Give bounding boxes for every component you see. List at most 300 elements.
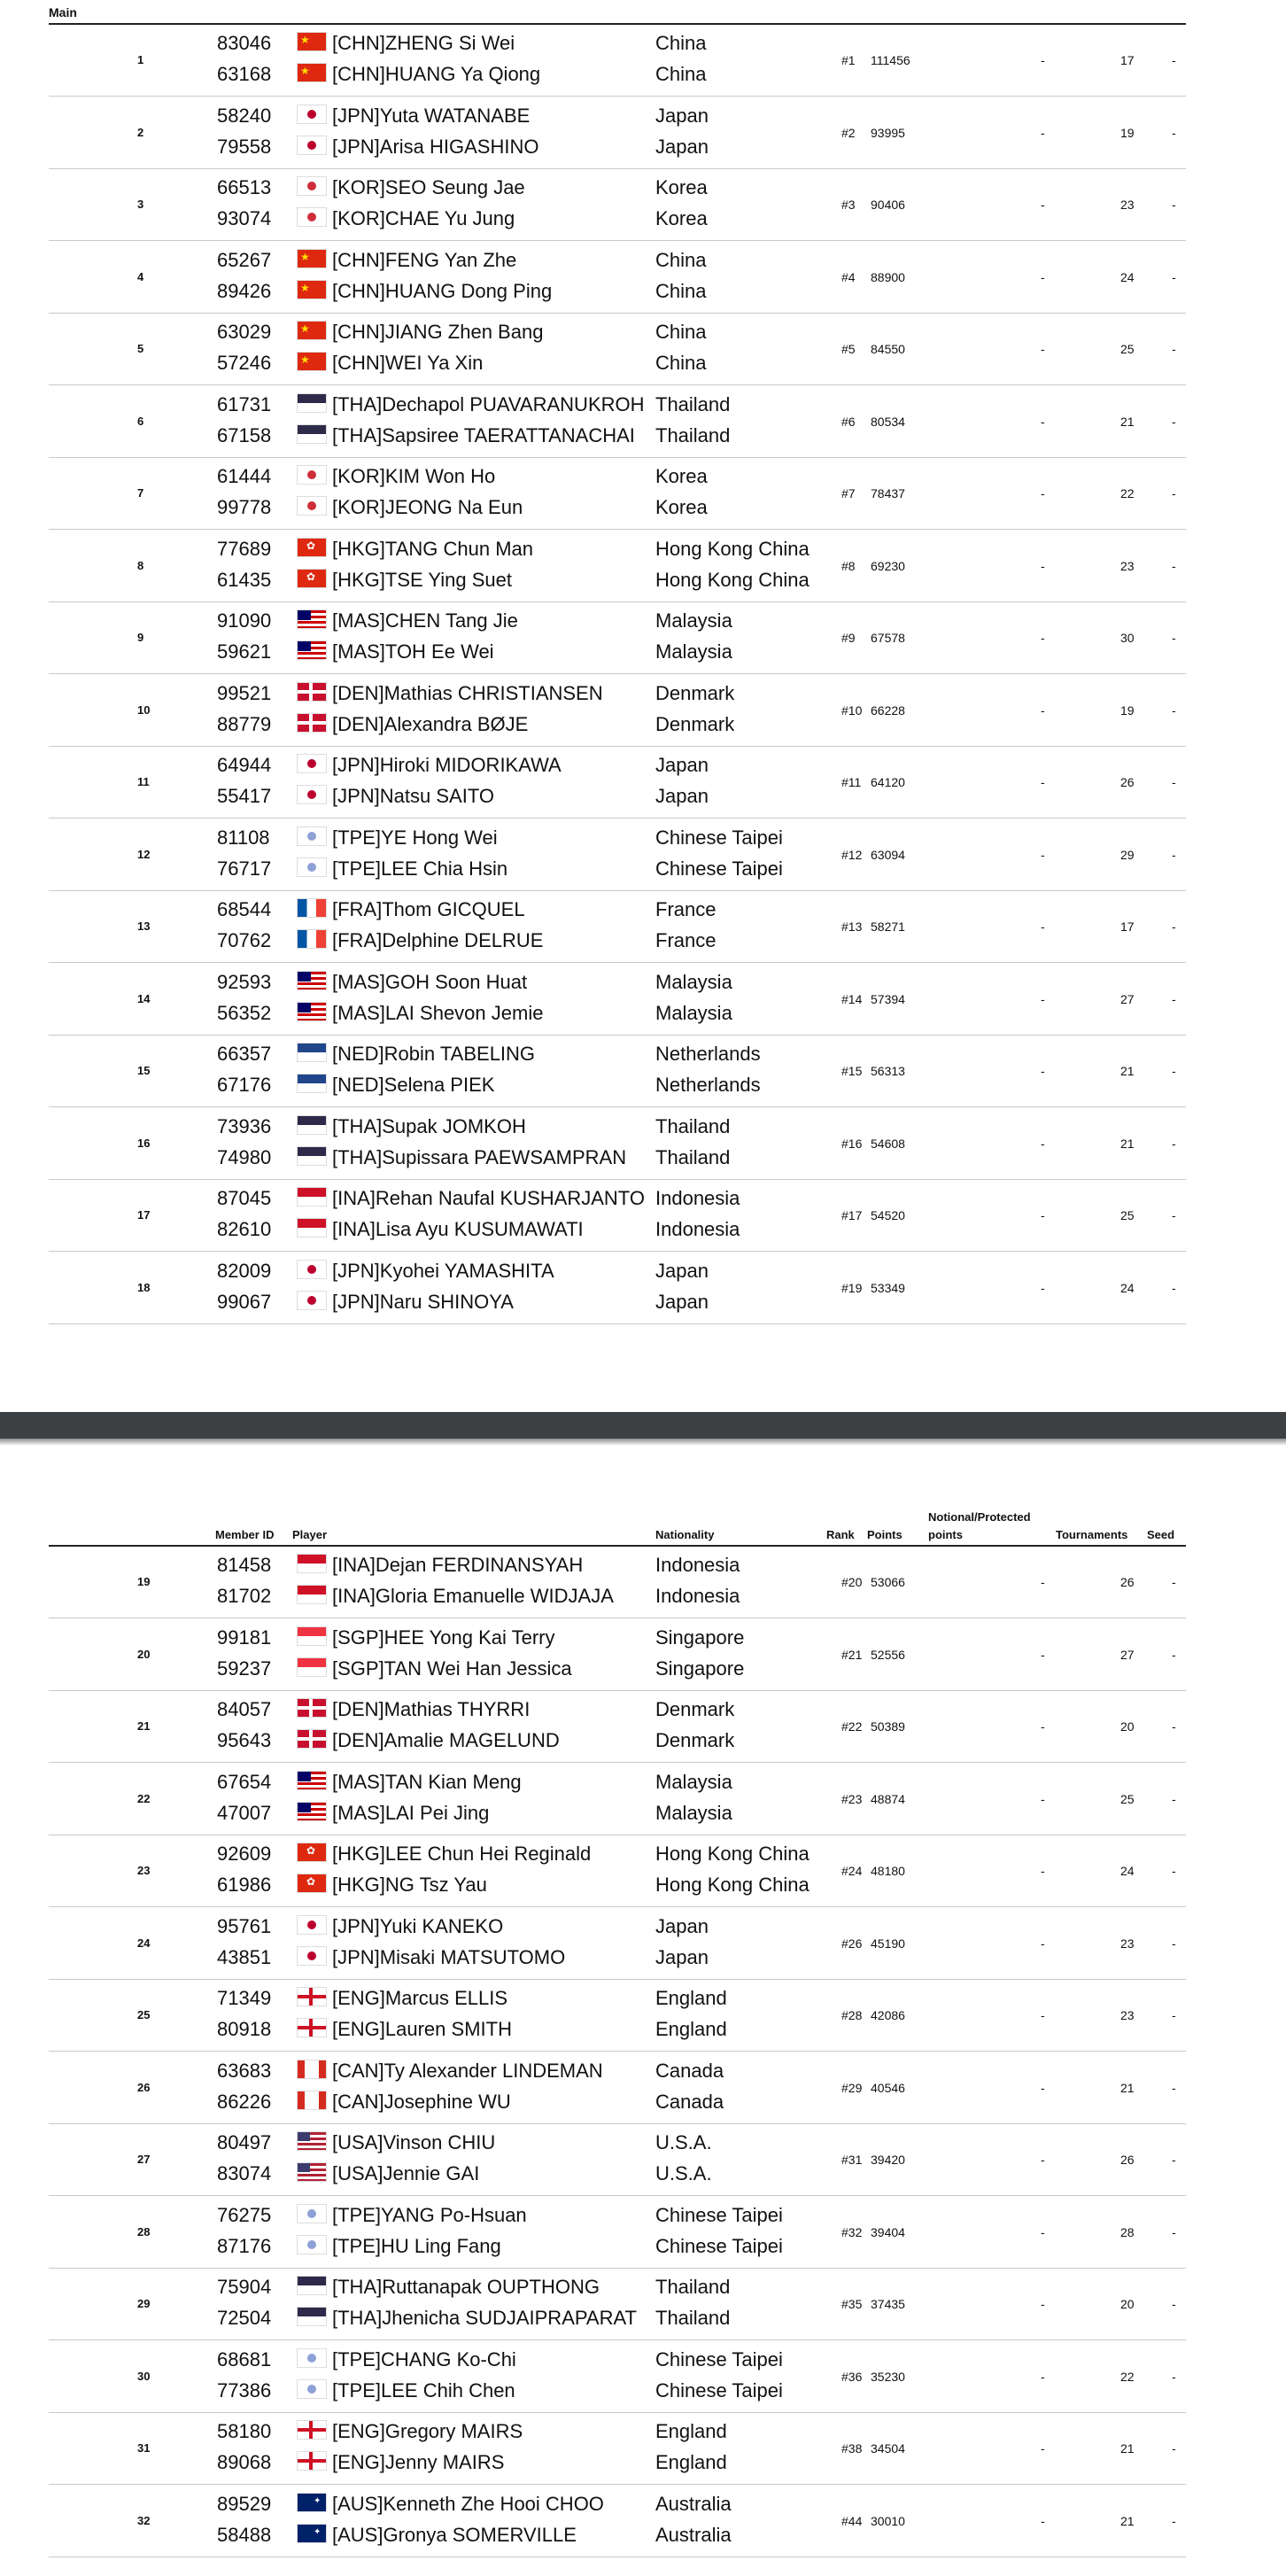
notional-points: - <box>1041 2080 1045 2095</box>
member-id: 59621 <box>217 640 272 663</box>
player-link[interactable]: [TPE]HU Ling Fang <box>332 2234 501 2257</box>
player-link[interactable]: [INA]Lisa Ayu KUSUMAWATI <box>332 1218 584 1240</box>
position-number: 4 <box>137 269 144 283</box>
nationality: Malaysia <box>655 970 732 993</box>
seed: - <box>1172 414 1176 429</box>
player-link[interactable]: [JPN]Arisa HIGASHINO <box>332 135 539 158</box>
points: 67578 <box>871 631 905 645</box>
points: 63094 <box>871 847 905 862</box>
flag-icon <box>297 640 327 660</box>
member-id: 89529 <box>217 2492 272 2515</box>
player-link[interactable]: [TPE]LEE Chia Hsin <box>332 857 508 880</box>
flag-icon <box>297 176 327 196</box>
rank: #26 <box>841 1936 863 1951</box>
flag-icon <box>297 105 327 124</box>
position-number: 13 <box>137 919 151 933</box>
notional-points: - <box>1041 53 1045 67</box>
player-link[interactable]: [THA]Sapsiree TAERATTANACHAI <box>332 423 635 446</box>
player-link[interactable]: [INA]Dejan FERDINANSYAH <box>332 1554 584 1576</box>
rank: #28 <box>841 2008 863 2022</box>
member-id: 66357 <box>217 1043 272 1065</box>
player-link[interactable]: [DEN]Mathias THYRRI <box>332 1698 531 1720</box>
points: 48874 <box>871 1791 905 1806</box>
nationality: Chinese Taipei <box>655 2378 783 2401</box>
flag-icon: ★ <box>297 32 327 51</box>
rank: #15 <box>841 1064 863 1078</box>
flag-icon <box>297 2379 327 2399</box>
member-id: 77386 <box>217 2378 272 2401</box>
table-header <box>49 1506 1186 1547</box>
table-row <box>49 386 1186 458</box>
nationality: Korea <box>655 465 708 487</box>
member-id: 99067 <box>217 1290 272 1313</box>
member-id: 73936 <box>217 1114 272 1137</box>
player-link[interactable]: [JPN]Yuki KANEKO <box>332 1914 504 1937</box>
player-link[interactable]: [DEN]Alexandra BØJE <box>332 712 529 735</box>
rank: #17 <box>841 1208 863 1222</box>
tournaments: 26 <box>1120 775 1135 789</box>
nationality: Chinese Taipei <box>655 2234 783 2257</box>
rank: #8 <box>841 558 856 573</box>
nationality: Japan <box>655 754 709 776</box>
player-link[interactable]: [KOR]JEONG Na Eun <box>332 496 523 518</box>
rank: #3 <box>841 198 856 212</box>
flag-icon <box>297 2060 327 2079</box>
player-link[interactable]: [MAS]GOH Soon Huat <box>332 970 528 993</box>
rank: #24 <box>841 1864 863 1878</box>
header-member-id[interactable]: Member ID <box>215 1528 275 1541</box>
table-row <box>49 2124 1186 2196</box>
points: 34504 <box>871 2441 905 2456</box>
notional-points: - <box>1041 2224 1045 2239</box>
flag-icon: ✿ <box>297 1874 327 1893</box>
flag-icon <box>297 929 327 949</box>
player-link[interactable]: [HKG]TSE Ying Suet <box>332 568 512 591</box>
notional-points: - <box>1041 919 1045 934</box>
nationality: Chinese Taipei <box>655 826 783 849</box>
player-link[interactable]: [CHN]FENG Yan Zhe <box>332 248 517 271</box>
player-link[interactable]: [TPE]CHANG Ko-Chi <box>332 2347 516 2370</box>
seed: - <box>1172 2441 1176 2456</box>
player-link[interactable]: [KOR]CHAE Yu Jung <box>332 207 515 229</box>
rank: #32 <box>841 2224 863 2239</box>
player-link[interactable]: [NED]Robin TABELING <box>332 1043 536 1065</box>
player-link[interactable]: [TPE]YANG Po-Hsuan <box>332 2203 527 2226</box>
flag-icon <box>297 1043 327 1062</box>
table-row <box>49 964 1186 1036</box>
seed: - <box>1172 1575 1176 1589</box>
rank: #36 <box>841 2369 863 2384</box>
player-link[interactable]: [CAN]Josephine WU <box>332 2090 511 2113</box>
notional-points: - <box>1041 414 1045 429</box>
flag-icon <box>297 136 327 155</box>
nationality: China <box>655 63 707 85</box>
tournaments: 28 <box>1120 2224 1135 2239</box>
player-link[interactable]: [JPN]Hiroki MIDORIKAWA <box>332 754 562 776</box>
position-number: 1 <box>137 53 144 66</box>
points: 30010 <box>871 2513 905 2528</box>
player-link[interactable]: [ENG]Marcus ELLIS <box>332 1987 508 2009</box>
member-id: 47007 <box>217 1801 272 1824</box>
player-link[interactable]: [JPN]Naru SHINOYA <box>332 1290 514 1313</box>
seed: - <box>1172 2224 1176 2239</box>
position-number: 15 <box>137 1064 151 1077</box>
page-separator <box>0 1412 1286 1439</box>
points: 53066 <box>871 1575 905 1589</box>
nationality: Chinese Taipei <box>655 2203 783 2226</box>
member-id: 77689 <box>217 537 272 560</box>
rank: #16 <box>841 1136 863 1151</box>
seed: - <box>1172 1647 1176 1662</box>
member-id: 89068 <box>217 2451 272 2473</box>
position-number: 29 <box>137 2297 151 2310</box>
position-number: 28 <box>137 2224 151 2238</box>
table-row <box>49 1980 1186 2052</box>
member-id: 58488 <box>217 2523 272 2546</box>
nationality: Denmark <box>655 681 735 704</box>
flag-icon: ✦ <box>297 2493 327 2512</box>
player-link[interactable]: [CHN]ZHENG Si Wei <box>332 32 515 54</box>
rank: #29 <box>841 2080 863 2095</box>
seed: - <box>1172 1791 1176 1806</box>
points: 58271 <box>871 919 905 934</box>
rank: #4 <box>841 269 856 284</box>
nationality: Netherlands <box>655 1043 761 1065</box>
position-number: 27 <box>137 2153 151 2166</box>
page-separator-shadow <box>0 1439 1286 1446</box>
notional-points: - <box>1041 1280 1045 1295</box>
table-row <box>49 1180 1186 1252</box>
rank: #38 <box>841 2441 863 2456</box>
points: 50389 <box>871 1719 905 1734</box>
rank: #9 <box>841 631 856 645</box>
header-rank[interactable]: Rank <box>826 1528 855 1541</box>
nationality: Japan <box>655 1290 709 1313</box>
seed: - <box>1172 1136 1176 1151</box>
player-link[interactable]: [ENG]Lauren SMITH <box>332 2018 512 2040</box>
nationality: England <box>655 2451 727 2473</box>
player-link[interactable]: [THA]Ruttanapak OUPTHONG <box>332 2276 600 2298</box>
tournaments: 21 <box>1120 2080 1135 2095</box>
header-points[interactable]: Points <box>867 1528 903 1541</box>
tournaments: 21 <box>1120 2513 1135 2528</box>
position-number: 6 <box>137 414 144 428</box>
nationality: China <box>655 279 707 302</box>
points: 111456 <box>871 53 910 67</box>
position-number: 12 <box>137 847 151 861</box>
player-link[interactable]: [MAS]LAI Pei Jing <box>332 1801 490 1824</box>
nationality: Indonesia <box>655 1218 740 1240</box>
nationality: Japan <box>655 135 709 158</box>
tournaments: 20 <box>1120 2297 1135 2311</box>
player-link[interactable]: [CHN]HUANG Ya Qiong <box>332 63 541 85</box>
member-id: 59237 <box>217 1657 272 1680</box>
flag-icon <box>297 713 327 733</box>
flag-icon <box>297 1291 327 1310</box>
player-link[interactable]: [KOR]SEO Seung Jae <box>332 176 525 198</box>
points: 39404 <box>871 2224 905 2239</box>
table-row <box>49 1908 1186 1980</box>
table-row <box>49 314 1186 385</box>
seed: - <box>1172 125 1176 140</box>
member-id: 81108 <box>217 826 270 849</box>
player-link[interactable]: [CHN]WEI Ya Xin <box>332 352 484 374</box>
points: 84550 <box>871 342 905 356</box>
tournaments: 27 <box>1120 1647 1135 1662</box>
player-link[interactable]: [HKG]LEE Chun Hei Reginald <box>332 1843 592 1865</box>
flag-icon <box>297 609 327 629</box>
points: 37435 <box>871 2297 905 2311</box>
member-id: 80497 <box>217 2131 272 2153</box>
tournaments: 17 <box>1120 919 1135 934</box>
seed: - <box>1172 1208 1176 1222</box>
member-id: 68544 <box>217 898 272 920</box>
player-link[interactable]: [THA]Supak JOMKOH <box>332 1114 526 1137</box>
nationality: Hong Kong China <box>655 568 810 591</box>
player-link[interactable]: [HKG]TANG Chun Man <box>332 537 533 560</box>
member-id: 70762 <box>217 929 272 951</box>
header-seed[interactable]: Seed <box>1147 1528 1175 1541</box>
rank: #13 <box>841 919 863 934</box>
rank: #12 <box>841 847 863 862</box>
points: 40546 <box>871 2080 905 2095</box>
flag-icon <box>297 857 327 877</box>
tournaments: 23 <box>1120 1936 1135 1951</box>
rank: #31 <box>841 2153 863 2167</box>
tournaments: 25 <box>1120 1208 1135 1222</box>
tournaments: 27 <box>1120 991 1135 1006</box>
notional-points: - <box>1041 486 1045 500</box>
player-link[interactable]: [JPN]Misaki MATSUTOMO <box>332 1945 566 1968</box>
nationality: France <box>655 898 717 920</box>
member-id: 92609 <box>217 1843 272 1865</box>
player-link[interactable]: [CHN]JIANG Zhen Bang <box>332 321 544 343</box>
flag-icon <box>297 1074 327 1093</box>
points: 78437 <box>871 486 905 500</box>
member-id: 89426 <box>217 279 272 302</box>
flag-icon <box>297 2307 327 2326</box>
flag-icon <box>297 1218 327 1238</box>
table-row <box>49 97 1186 169</box>
player-link[interactable]: [JPN]Kyohei YAMASHITA <box>332 1259 554 1282</box>
member-id: 75904 <box>217 2276 272 2298</box>
nationality: U.S.A. <box>655 2131 712 2153</box>
notional-points: - <box>1041 558 1045 573</box>
player-link[interactable]: [MAS]CHEN Tang Jie <box>332 609 518 632</box>
notional-points: - <box>1041 1864 1045 1878</box>
rank: #23 <box>841 1791 863 1806</box>
table-row <box>49 25 1186 97</box>
nationality: Denmark <box>655 712 735 735</box>
flag-icon: ★ <box>297 249 327 268</box>
nationality: Australia <box>655 2523 732 2546</box>
player-link[interactable]: [ENG]Gregory MAIRS <box>332 2420 523 2442</box>
header-notional-line2[interactable]: points <box>928 1528 963 1541</box>
member-id: 67654 <box>217 1770 272 1793</box>
nationality: Chinese Taipei <box>655 857 783 880</box>
member-id: 58240 <box>217 104 272 127</box>
nationality: Canada <box>655 2059 724 2082</box>
player-link[interactable]: [AUS]Gronya SOMERVILLE <box>332 2523 577 2546</box>
tournaments: 26 <box>1120 1575 1135 1589</box>
member-id: 87176 <box>217 2234 272 2257</box>
nationality: Korea <box>655 207 708 229</box>
player-link[interactable]: [THA]Jhenicha SUDJAIPRAPARAT <box>332 2307 637 2329</box>
rank: #44 <box>841 2513 863 2528</box>
seed: - <box>1172 342 1176 356</box>
seed: - <box>1172 2080 1176 2095</box>
member-id: 93074 <box>217 207 272 229</box>
notional-points: - <box>1041 1719 1045 1734</box>
nationality: Hong Kong China <box>655 1843 810 1865</box>
header-player[interactable]: Player <box>292 1528 328 1541</box>
nationality: Korea <box>655 496 708 518</box>
points: 54608 <box>871 1136 905 1151</box>
position-number: 16 <box>137 1136 151 1150</box>
table-row <box>49 747 1186 819</box>
player-link[interactable]: [SGP]TAN Wei Han Jessica <box>332 1657 572 1680</box>
player-link[interactable]: [DEN]Amalie MAGELUND <box>332 1729 560 1751</box>
member-id: 61986 <box>217 1874 272 1896</box>
player-link[interactable]: [MAS]TAN Kian Meng <box>332 1770 522 1793</box>
nationality: Japan <box>655 785 709 807</box>
position-number: 21 <box>137 1719 151 1733</box>
seed: - <box>1172 702 1176 718</box>
player-link[interactable]: [TPE]LEE Chih Chen <box>332 2378 515 2401</box>
nationality: Netherlands <box>655 1074 761 1096</box>
tournaments: 20 <box>1120 1719 1135 1734</box>
nationality: Denmark <box>655 1729 735 1751</box>
member-id: 95761 <box>217 1914 272 1937</box>
notional-points: - <box>1041 702 1045 718</box>
member-id: 64944 <box>217 754 272 776</box>
flag-icon <box>297 1626 327 1646</box>
nationality: Canada <box>655 2090 724 2113</box>
player-link[interactable]: [THA]Supissara PAEWSAMPRAN <box>332 1145 627 1168</box>
player-link[interactable]: [NED]Selena PIEK <box>332 1074 495 1096</box>
member-id: 83074 <box>217 2162 272 2184</box>
flag-icon <box>297 2276 327 2295</box>
points: 48180 <box>871 1864 905 1878</box>
flag-icon <box>297 785 327 804</box>
flag-icon: ✿ <box>297 569 327 588</box>
nationality: Malaysia <box>655 640 732 663</box>
flag-icon <box>297 2018 327 2037</box>
player-link[interactable]: [JPN]Natsu SAITO <box>332 785 494 807</box>
player-link[interactable]: [INA]Rehan Naufal KUSHARJANTO <box>332 1187 645 1209</box>
player-link[interactable]: [MAS]TOH Ee Wei <box>332 640 494 663</box>
table-row <box>49 1108 1186 1180</box>
nationality: U.S.A. <box>655 2162 712 2184</box>
player-link[interactable]: [JPN]Yuta WATANABE <box>332 104 531 127</box>
player-link[interactable]: [AUS]Kenneth Zhe Hooi CHOO <box>332 2492 604 2515</box>
seed: - <box>1172 2369 1176 2384</box>
player-link[interactable]: [SGP]HEE Yong Kai Terry <box>332 1626 555 1649</box>
points: 88900 <box>871 269 905 284</box>
flag-icon <box>297 1771 327 1790</box>
notional-points: - <box>1041 1791 1045 1806</box>
table-row <box>49 1835 1186 1907</box>
position-number: 10 <box>137 702 151 717</box>
position-number: 14 <box>137 991 151 1005</box>
nationality: Korea <box>655 176 708 198</box>
points: 54520 <box>871 1208 905 1222</box>
notional-points: - <box>1041 198 1045 212</box>
flag-icon <box>297 754 327 773</box>
rank: #10 <box>841 702 863 718</box>
seed: - <box>1172 847 1176 862</box>
points: 52556 <box>871 1647 905 1662</box>
section-label: Main <box>49 5 77 19</box>
nationality: Malaysia <box>655 609 732 632</box>
header-notional-line1[interactable]: Notional/Protected <box>928 1510 1031 1524</box>
seed: - <box>1172 1719 1176 1734</box>
table-row <box>49 2197 1186 2269</box>
player-link[interactable]: [DEN]Mathias CHRISTIANSEN <box>332 681 603 704</box>
player-link[interactable]: [CAN]Ty Alexander LINDEMAN <box>332 2059 603 2082</box>
header-tournaments[interactable]: Tournaments <box>1056 1528 1128 1541</box>
member-id: 82009 <box>217 1259 272 1282</box>
flag-icon <box>297 1802 327 1821</box>
flag-icon: ✦ <box>297 2524 327 2543</box>
table-row <box>49 2269 1186 2340</box>
nationality: Indonesia <box>655 1187 740 1209</box>
tournaments: 23 <box>1120 2008 1135 2022</box>
player-link[interactable]: [MAS]LAI Shevon Jemie <box>332 1001 544 1024</box>
notional-points: - <box>1041 1936 1045 1951</box>
member-id: 68681 <box>217 2347 272 2370</box>
flag-icon <box>297 496 327 516</box>
table-row <box>49 675 1186 747</box>
notional-points: - <box>1041 631 1045 645</box>
nationality: England <box>655 1987 727 2009</box>
player-link[interactable]: [CHN]HUANG Dong Ping <box>332 279 553 302</box>
member-id: 61731 <box>217 392 272 415</box>
notional-points: - <box>1041 2297 1045 2311</box>
player-link[interactable]: [THA]Dechapol PUAVARANUKROH <box>332 392 645 415</box>
player-link[interactable]: [FRA]Delphine DELRUE <box>332 929 544 951</box>
player-link[interactable]: [USA]Jennie GAI <box>332 2162 480 2184</box>
player-link[interactable]: [HKG]NG Tsz Yau <box>332 1874 487 1896</box>
player-link[interactable]: [INA]Gloria Emanuelle WIDJAJA <box>332 1585 614 1607</box>
flag-icon <box>297 207 327 227</box>
player-link[interactable]: [USA]Vinson CHIU <box>332 2131 496 2153</box>
member-id: 67176 <box>217 1074 272 1096</box>
nationality: Thailand <box>655 2307 731 2329</box>
member-id: 88779 <box>217 712 272 735</box>
member-id: 99521 <box>217 681 272 704</box>
tournaments: 25 <box>1120 1791 1135 1806</box>
member-id: 87045 <box>217 1187 272 1209</box>
seed: - <box>1172 919 1176 934</box>
position-number: 17 <box>137 1208 151 1222</box>
rank: #2 <box>841 125 856 140</box>
player-link[interactable]: [KOR]KIM Won Ho <box>332 465 496 487</box>
position-number: 32 <box>137 2513 151 2527</box>
rank: #7 <box>841 486 856 500</box>
member-id: 99181 <box>217 1626 272 1649</box>
player-link[interactable]: [FRA]Thom GICQUEL <box>332 898 525 920</box>
player-link[interactable]: [TPE]YE Hong Wei <box>332 826 498 849</box>
seed: - <box>1172 1280 1176 1295</box>
member-id: 79558 <box>217 135 272 158</box>
notional-points: - <box>1041 991 1045 1006</box>
table-row <box>49 1691 1186 1763</box>
player-link[interactable]: [ENG]Jenny MAIRS <box>332 2451 505 2473</box>
position-number: 7 <box>137 486 144 500</box>
header-nationality[interactable]: Nationality <box>655 1528 715 1541</box>
flag-icon <box>297 682 327 702</box>
